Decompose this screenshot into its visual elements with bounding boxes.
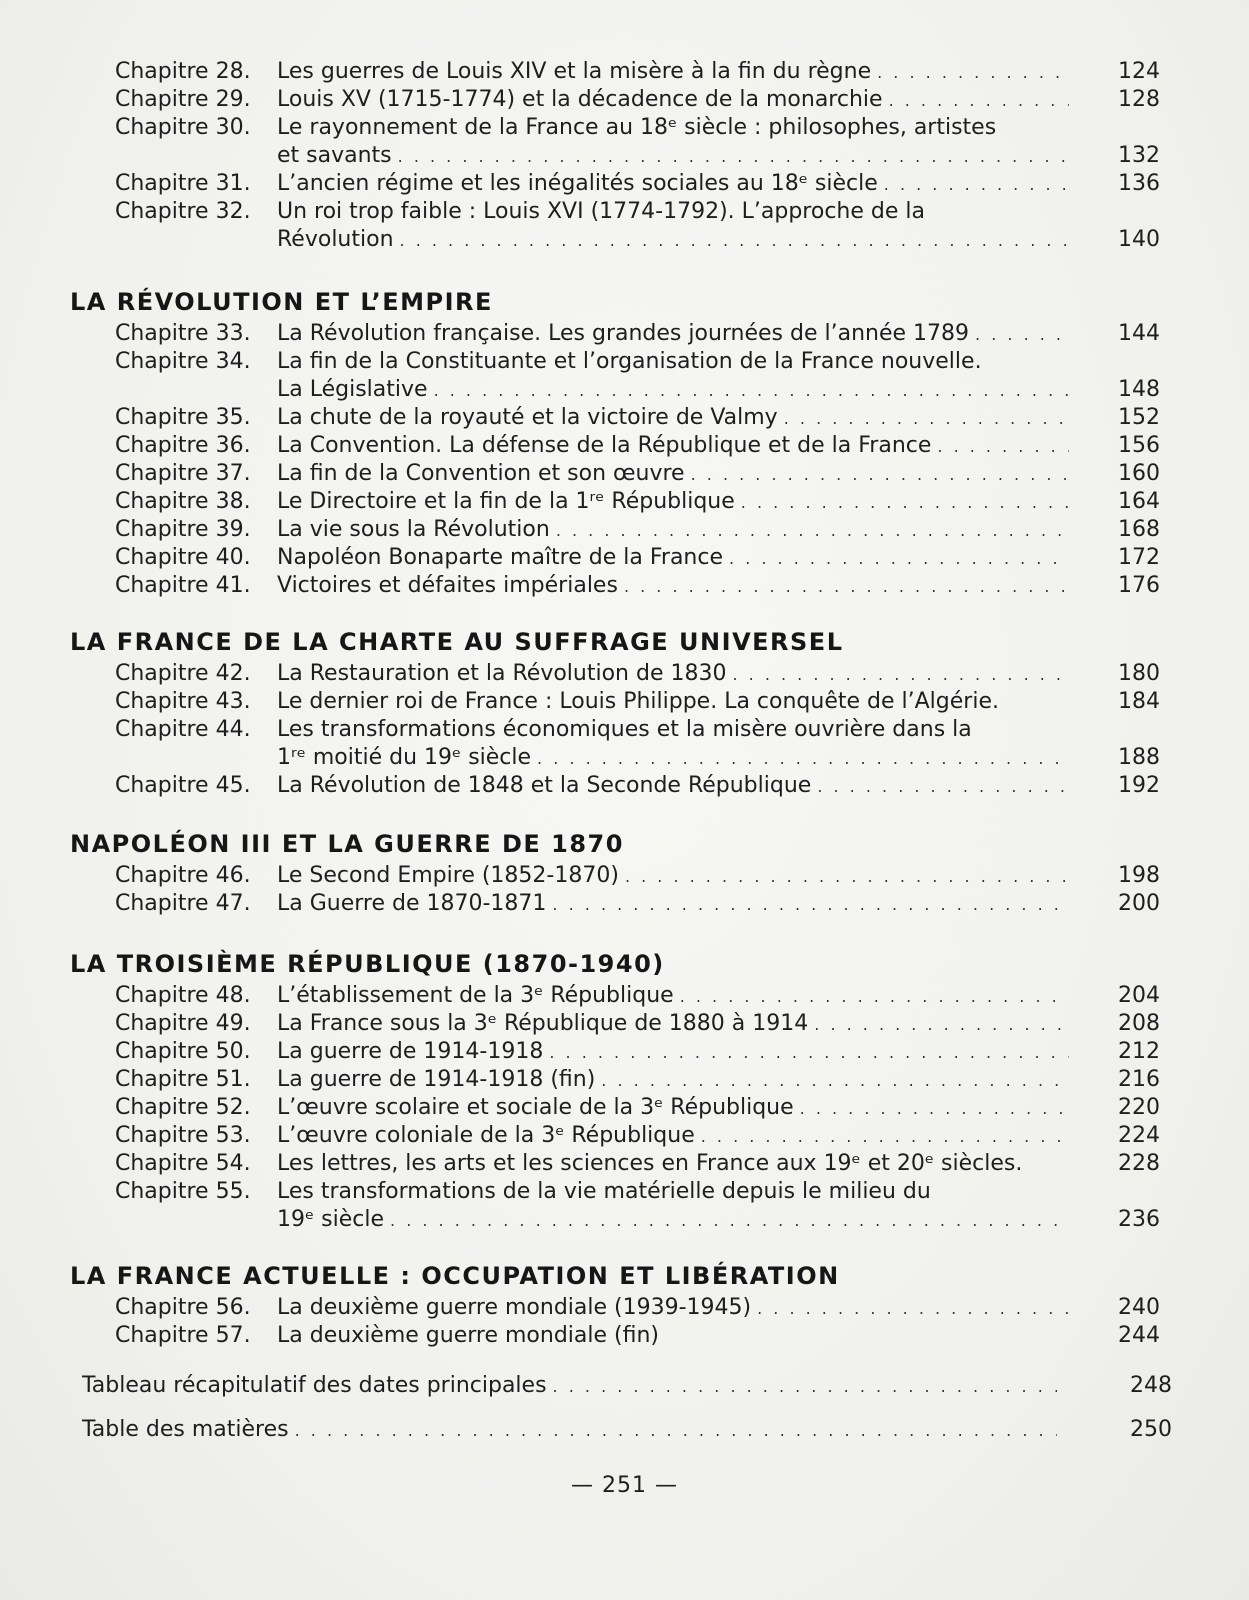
chapter-number: Chapitre 51. — [115, 1067, 251, 1092]
chapter-number: Chapitre 28. — [115, 59, 251, 84]
leader-dots — [556, 517, 1069, 544]
page-number: 136 — [1118, 171, 1160, 196]
toc-entry — [115, 1150, 1160, 1178]
toc-entry — [115, 1294, 1160, 1322]
page-number: 212 — [1118, 1039, 1160, 1064]
toc-entry — [115, 1094, 1160, 1122]
leader-dots — [884, 171, 1069, 198]
leader-dots — [877, 59, 1069, 86]
toc-entry — [115, 516, 1160, 544]
leader-dots — [889, 87, 1069, 114]
chapter-title: Napoléon Bonaparte maître de la France — [277, 545, 724, 570]
toc-entry — [115, 114, 1160, 170]
chapter-title: La Restauration et la Révolution de 1830 — [277, 661, 727, 686]
chapter-title: Le Second Empire (1852-1870) — [277, 863, 619, 888]
page-number: 152 — [1118, 405, 1160, 430]
page-number: 172 — [1118, 545, 1160, 570]
page-number: 250 — [1130, 1417, 1172, 1442]
toc-appendix — [70, 1372, 1172, 1444]
toc-entry — [115, 488, 1160, 516]
chapter-title: Les lettres, les arts et les sciences en France aux 19ᵉ et 20ᵉ siècles. — [277, 1151, 1023, 1176]
leader-dots — [390, 1207, 1069, 1234]
chapter-title: La chute de la royauté et la victoire de Valmy — [277, 405, 778, 430]
chapter-title: La Révolution de 1848 et la Seconde République — [277, 773, 812, 798]
leader-dots — [537, 745, 1069, 772]
chapter-number: Chapitre 38. — [115, 489, 251, 514]
leader-dots — [741, 489, 1069, 516]
chapter-title: La deuxième guerre mondiale (1939-1945) — [277, 1295, 752, 1320]
chapter-title-cont: 19ᵉ siècle — [277, 1207, 385, 1232]
leader-dots — [975, 321, 1069, 348]
toc-entry — [115, 86, 1160, 114]
toc-entry — [115, 348, 1160, 404]
leader-dots — [680, 983, 1069, 1010]
leader-dots — [434, 377, 1069, 404]
toc-entry — [115, 572, 1160, 600]
chapter-number: Chapitre 37. — [115, 461, 251, 486]
leader-dots — [553, 1373, 1057, 1400]
chapter-number: Chapitre 30. — [115, 115, 251, 140]
chapter-number: Chapitre 49. — [115, 1011, 251, 1036]
chapter-number: Chapitre 52. — [115, 1095, 251, 1120]
page-number: 208 — [1118, 1011, 1160, 1036]
appendix-title: Tableau récapitulatif des dates principales — [82, 1373, 547, 1398]
chapter-number: Chapitre 48. — [115, 983, 251, 1008]
page-folio: — 251 — — [571, 1473, 678, 1498]
toc-entry — [115, 544, 1160, 572]
toc-entry — [115, 1066, 1160, 1094]
leader-dots — [757, 1295, 1069, 1322]
toc-entry — [115, 1010, 1160, 1038]
chapter-number: Chapitre 57. — [115, 1323, 251, 1348]
chapter-number: Chapitre 54. — [115, 1151, 251, 1176]
page-number: 148 — [1118, 377, 1160, 402]
toc-entry — [115, 688, 1160, 716]
page-number: 192 — [1118, 773, 1160, 798]
chapter-title: Le Directoire et la fin de la 1ʳᵉ République — [277, 489, 735, 514]
page-number: 176 — [1118, 573, 1160, 598]
leader-dots — [552, 891, 1069, 918]
toc-entry — [115, 1122, 1160, 1150]
chapter-number: Chapitre 35. — [115, 405, 251, 430]
section-title: LA FRANCE DE LA CHARTE AU SUFFRAGE UNIVERSEL — [70, 628, 844, 656]
chapter-number: Chapitre 50. — [115, 1039, 251, 1064]
chapter-title: La Révolution française. Les grandes journées de l’année 1789 — [277, 321, 970, 346]
page-number: 156 — [1118, 433, 1160, 458]
chapter-title: La deuxième guerre mondiale (fin) — [277, 1323, 659, 1348]
leader-dots — [691, 461, 1069, 488]
chapter-title: La fin de la Constituante et l’organisation de la France nouvelle. — [277, 349, 982, 374]
chapter-title: Les transformations de la vie matérielle depuis le milieu du — [277, 1179, 931, 1204]
chapter-number: Chapitre 32. — [115, 199, 251, 224]
toc-section-charte — [70, 624, 1160, 800]
page-number: 236 — [1118, 1207, 1160, 1232]
toc-section-france-actuelle — [70, 1258, 1160, 1350]
toc-entry — [115, 982, 1160, 1010]
chapter-title: L’ancien régime et les inégalités sociales au 18ᵉ siècle — [277, 171, 878, 196]
chapter-title: L’œuvre coloniale de la 3ᵉ République — [277, 1123, 695, 1148]
leader-dots — [784, 405, 1069, 432]
chapter-number: Chapitre 44. — [115, 717, 251, 742]
page-number: 140 — [1118, 227, 1160, 252]
page-number: 188 — [1118, 745, 1160, 770]
section-title: LA FRANCE ACTUELLE : OCCUPATION ET LIBÉRATION — [70, 1262, 840, 1290]
chapter-number: Chapitre 46. — [115, 863, 251, 888]
chapter-title-cont: Révolution — [277, 227, 394, 252]
page-number: 204 — [1118, 983, 1160, 1008]
toc-entry — [115, 432, 1160, 460]
chapter-title: La fin de la Convention et son œuvre — [277, 461, 685, 486]
chapter-title: La France sous la 3ᵉ République de 1880 à 1914 — [277, 1011, 809, 1036]
chapter-title: Le rayonnement de la France au 18ᵉ siècle : philosophes, artistes — [277, 115, 997, 140]
appendix-title: Table des matières — [82, 1417, 289, 1442]
toc-section-napoleon-iii — [70, 826, 1160, 918]
toc-entry — [115, 58, 1160, 86]
chapter-number: Chapitre 42. — [115, 661, 251, 686]
page-number: 198 — [1118, 863, 1160, 888]
chapter-number: Chapitre 29. — [115, 87, 251, 112]
toc-entry — [115, 404, 1160, 432]
page-number: 220 — [1118, 1095, 1160, 1120]
section-title: NAPOLÉON III ET LA GUERRE DE 1870 — [70, 830, 624, 858]
leader-dots — [729, 545, 1069, 572]
toc-entry — [115, 198, 1160, 254]
chapter-title-cont: et savants — [277, 143, 392, 168]
chapter-number: Chapitre 45. — [115, 773, 251, 798]
chapter-title: Le dernier roi de France : Louis Philippe. La conquête de l’Algérie. — [277, 689, 999, 714]
chapter-title: La guerre de 1914-1918 (fin) — [277, 1067, 596, 1092]
chapter-title: La Guerre de 1870-1871 — [277, 891, 547, 916]
chapter-number: Chapitre 33. — [115, 321, 251, 346]
chapter-title: Un roi trop faible : Louis XVI (1774-1792). L’approche de la — [277, 199, 925, 224]
chapter-title: Les guerres de Louis XIV et la misère à la fin du règne — [277, 59, 872, 84]
toc-entry — [115, 460, 1160, 488]
chapter-number: Chapitre 55. — [115, 1179, 251, 1204]
leader-dots — [817, 773, 1069, 800]
chapter-number: Chapitre 43. — [115, 689, 251, 714]
toc-section-troisieme-republique — [70, 946, 1160, 1234]
page-number: 144 — [1118, 321, 1160, 346]
page-number: 200 — [1118, 891, 1160, 916]
toc-entry — [115, 716, 1160, 772]
leader-dots — [549, 1039, 1069, 1066]
toc-entry — [115, 170, 1160, 198]
toc-entry — [115, 1178, 1160, 1234]
chapter-title: La Convention. La défense de la République et de la France — [277, 433, 932, 458]
chapter-title-cont: 1ʳᵉ moitié du 19ᵉ siècle — [277, 745, 532, 770]
toc-entry — [115, 862, 1160, 890]
chapter-number: Chapitre 41. — [115, 573, 251, 598]
page-number: 228 — [1118, 1151, 1160, 1176]
page-number: 128 — [1118, 87, 1160, 112]
chapter-title: L’œuvre scolaire et sociale de la 3ᵉ République — [277, 1095, 794, 1120]
toc-entry — [115, 772, 1160, 800]
page-number: 240 — [1118, 1295, 1160, 1320]
leader-dots — [800, 1095, 1069, 1122]
chapter-number: Chapitre 36. — [115, 433, 251, 458]
leader-dots — [624, 573, 1069, 600]
chapter-title: L’établissement de la 3ᵉ République — [277, 983, 674, 1008]
chapter-title: La vie sous la Révolution — [277, 517, 550, 542]
toc-entry — [115, 890, 1160, 918]
leader-dots — [701, 1123, 1069, 1150]
page-number: 132 — [1118, 143, 1160, 168]
leader-dots — [601, 1067, 1069, 1094]
chapter-title: Les transformations économiques et la misère ouvrière dans la — [277, 717, 972, 742]
chapter-number: Chapitre 40. — [115, 545, 251, 570]
page-number: 248 — [1130, 1373, 1172, 1398]
page-number: 216 — [1118, 1067, 1160, 1092]
leader-dots — [625, 863, 1069, 890]
leader-dots — [398, 143, 1069, 170]
leader-dots — [295, 1417, 1057, 1444]
toc-section-revolution — [70, 284, 1160, 600]
page-number: 168 — [1118, 517, 1160, 542]
leader-dots — [937, 433, 1069, 460]
page-number: 164 — [1118, 489, 1160, 514]
leader-dots — [814, 1011, 1069, 1038]
chapter-number: Chapitre 56. — [115, 1295, 251, 1320]
chapter-number: Chapitre 39. — [115, 517, 251, 542]
section-title: LA RÉVOLUTION ET L’EMPIRE — [70, 288, 493, 316]
chapter-title-cont: La Législative — [277, 377, 428, 402]
page-number: 160 — [1118, 461, 1160, 486]
chapter-title: La guerre de 1914-1918 — [277, 1039, 544, 1064]
page-number: 224 — [1118, 1123, 1160, 1148]
chapter-title: Louis XV (1715-1774) et la décadence de la monarchie — [277, 87, 883, 112]
toc-continuation — [70, 58, 1160, 254]
toc-entry — [115, 660, 1160, 688]
page-number: 184 — [1118, 689, 1160, 714]
toc-entry — [115, 1322, 1160, 1350]
chapter-number: Chapitre 31. — [115, 171, 251, 196]
toc-entry — [115, 320, 1160, 348]
leader-dots — [400, 227, 1069, 254]
chapter-number: Chapitre 53. — [115, 1123, 251, 1148]
chapter-number: Chapitre 34. — [115, 349, 251, 374]
leader-dots — [732, 661, 1069, 688]
toc-appendix-entry — [82, 1416, 1172, 1444]
section-title: LA TROISIÈME RÉPUBLIQUE (1870-1940) — [70, 950, 665, 978]
toc-entry — [115, 1038, 1160, 1066]
page-number: 180 — [1118, 661, 1160, 686]
chapter-title: Victoires et défaites impériales — [277, 573, 618, 598]
page-number: 124 — [1118, 59, 1160, 84]
toc-appendix-entry — [82, 1372, 1172, 1400]
page-number: 244 — [1118, 1323, 1160, 1348]
chapter-number: Chapitre 47. — [115, 891, 251, 916]
